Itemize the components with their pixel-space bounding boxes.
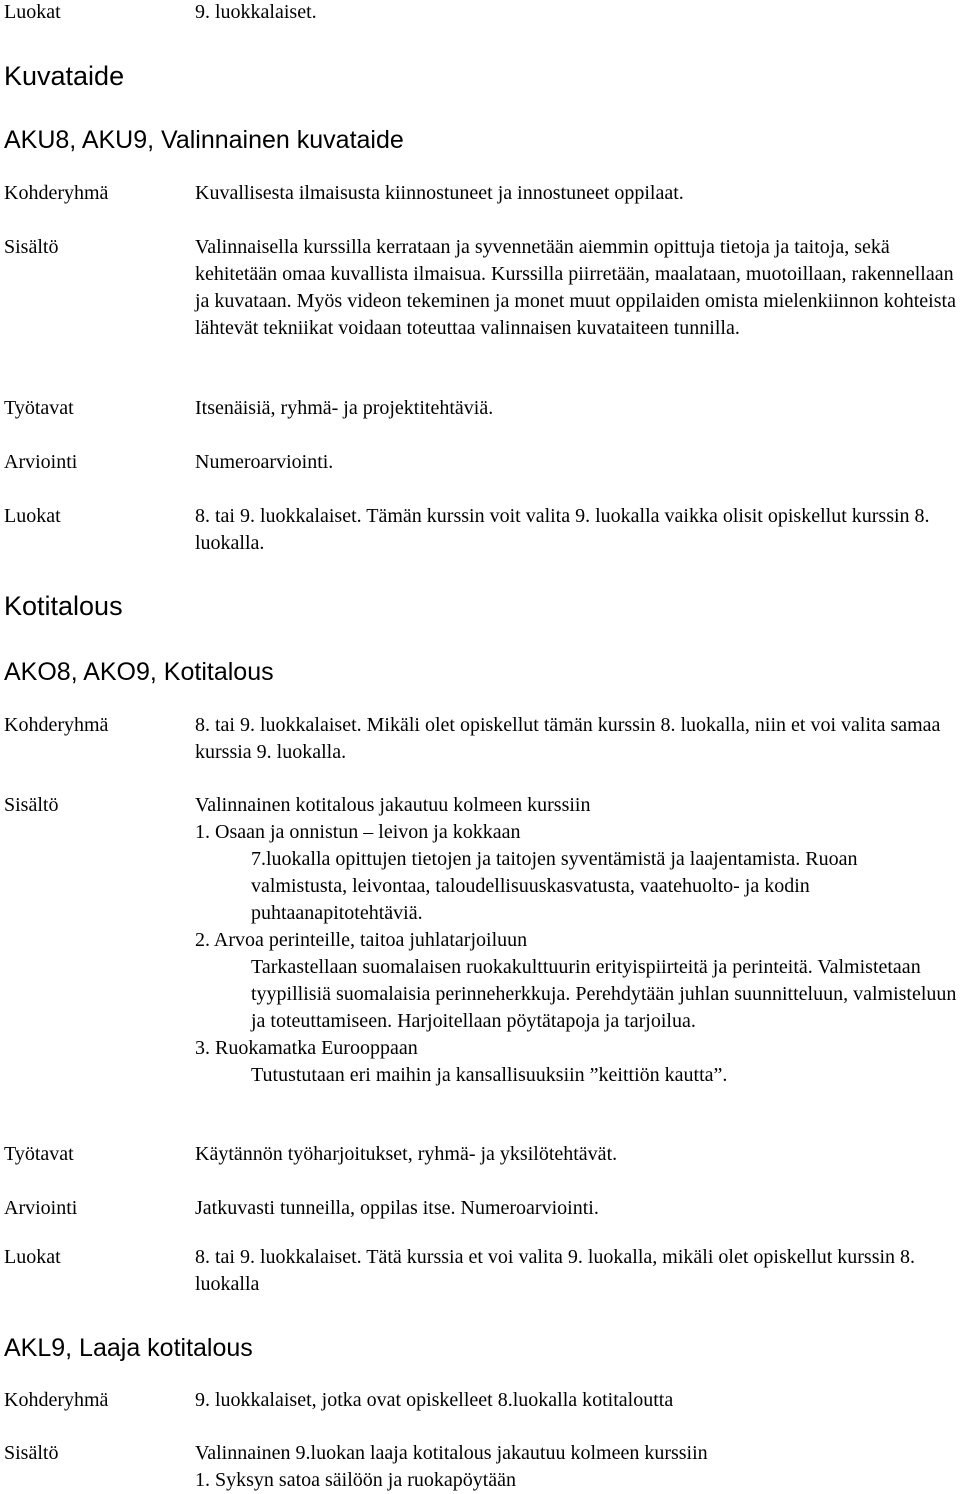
kotitalous-arviointi-label: Arviointi [4,1197,78,1219]
kotitalous-luokat-value: 8. tai 9. luokkalaiset. Tätä kurssia et voi valita 9. luokalla, mikäli olet opiskellut kurssin 8. luokalla [195,1246,916,1295]
kotitalous-item2-title: 2. Arvoa perinteille, taitoa juhlatarjoiluun [195,929,528,951]
kotitalous-sisalto-block [195,792,957,1089]
laaja-kohderyhma-label: Kohderyhmä [4,1389,109,1411]
kotitalous-arviointi-value: Jatkuvasti tunneilla, oppilas itse. Numeroarviointi. [195,1197,599,1219]
kotitalous-item1-text: 7.luokalla opittujen tietojen ja taitojen syventämistä ja laajentamista. Ruoan valmistusta, leivontaa, taloudellisuuskasvatusta, vaatehuolto- ja kodin puhtaanapitotehtäviä. [251,848,858,924]
kotitalous-sisalto-label: Sisältö [4,794,59,816]
kotitalous-item3-title: 3. Ruokamatka Eurooppaan [195,1037,418,1059]
kotitalous-luokat-label: Luokat [4,1246,61,1268]
kotitalous-item3-text: Tutustutaan eri maihin ja kansallisuuksiin ”keittiön kautta”. [251,1064,728,1086]
laaja-item1-title: 1. Syksyn satoa säilöön ja ruokapöytään [195,1469,517,1491]
kuvataide-tyotavat-label: Työtavat [4,397,74,419]
section-title-kuvataide: Kuvataide [4,61,125,91]
kotitalous-item2-text: Tarkastellaan suomalaisen ruokakulttuurin erityispiirteitä ja perinteitä. Valmistetaan tyypillisiä suomalaisia perinneherkkuja. Perehdytään juhlan suunnitteluun, valmisteluun ja toteuttamiseen. Harjoitellaan pöytätapoja ja tarjoilua. [251,956,957,1032]
kuvataide-arviointi-label: Arviointi [4,451,78,473]
kuvataide-kohderyhma-label: Kohderyhmä [4,182,109,204]
kuvataide-tyotavat-value: Itsenäisiä, ryhmä- ja projektitehtäviä. [195,397,494,419]
kuvataide-luokat-value: 8. tai 9. luokkalaiset. Tämän kurssin voit valita 9. luokalla vaikka olisit opiskellut kurssin 8. luokalla. [195,505,930,554]
top-luokat-value: 9. luokkalaiset. [195,1,317,23]
kuvataide-kohderyhma-value: Kuvallisesta ilmaisusta kiinnostuneet ja innostuneet oppilaat. [195,182,684,204]
laaja-sisalto-block [195,1440,957,1494]
kotitalous-kohderyhma-value: 8. tai 9. luokkalaiset. Mikäli olet opiskellut tämän kurssin 8. luokalla, niin et voi valita samaa kurssia 9. luokalla. [195,714,941,763]
laaja-kohderyhma-value: 9. luokkalaiset, jotka ovat opiskelleet 8.luokalla kotitaloutta [195,1389,674,1411]
kuvataide-luokat-label: Luokat [4,505,61,527]
kotitalous-item1-title: 1. Osaan ja onnistun – leivon ja kokkaan [195,821,521,843]
section-title-kotitalous: Kotitalous [4,591,123,621]
top-luokat-label: Luokat [4,1,61,23]
kotitalous-tyotavat-label: Työtavat [4,1143,74,1165]
laaja-sisalto-label: Sisältö [4,1442,59,1464]
kuvataide-sisalto-label: Sisältö [4,236,59,258]
kuvataide-arviointi-value: Numeroarviointi. [195,451,334,473]
kotitalous-tyotavat-value: Käytännön työharjoitukset, ryhmä- ja yksilötehtävät. [195,1143,618,1165]
kotitalous-kohderyhma-label: Kohderyhmä [4,714,109,736]
course-title-akl: AKL9, Laaja kotitalous [4,1334,253,1362]
kuvataide-sisalto-value: Valinnaisella kurssilla kerrataan ja syvennetään aiemmin opittuja tietoja ja taitoja, sekä kehitetään omaa kuvallista ilmaisua. Kurssilla piirretään, maalataan, muotoillaan, rakennellaan ja kuvataan. Myös videon tekeminen ja monet muut oppilaiden omista mielenkiinnon kohteista lähtevät tekniikat voidaan toteuttaa valinnaisen kuvataiteen tunnilla. [195,236,956,339]
course-title-aku: AKU8, AKU9, Valinnainen kuvataide [4,126,404,154]
laaja-sisalto-intro: Valinnainen 9.luokan laaja kotitalous jakautuu kolmeen kurssiin [195,1442,708,1464]
kotitalous-sisalto-intro: Valinnainen kotitalous jakautuu kolmeen kurssiin [195,794,591,816]
course-title-ako: AKO8, AKO9, Kotitalous [4,658,274,686]
